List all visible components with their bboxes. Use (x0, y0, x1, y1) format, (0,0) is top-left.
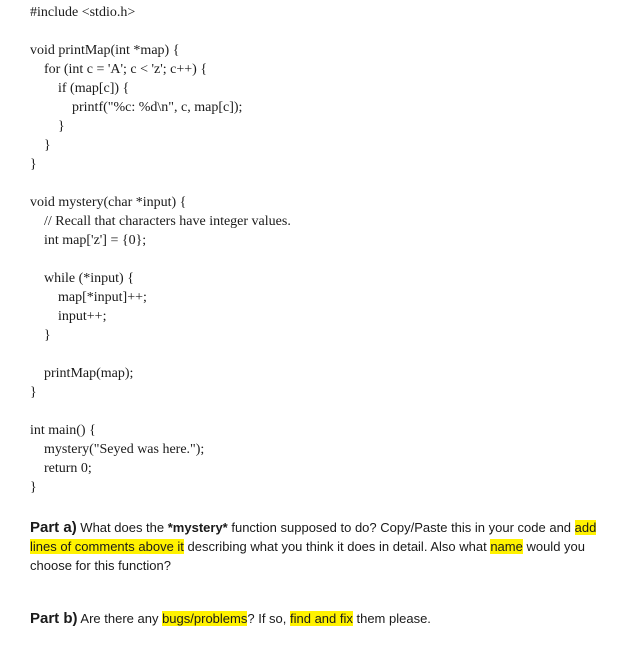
code-line: } (30, 385, 37, 400)
part-b-text: ? If so, (247, 611, 290, 626)
code-line: printMap(map); (44, 366, 134, 381)
code-line: } (30, 480, 37, 495)
part-a-question (30, 518, 610, 575)
code-line: while (*input) { (44, 271, 134, 286)
code-line: int main() { (30, 423, 96, 438)
code-line: printf("%c: %d\n", c, map[c]); (72, 100, 243, 115)
code-line: } (44, 138, 51, 153)
code-line: // Recall that characters have integer values. (44, 214, 291, 229)
code-line: void printMap(int *map) { (30, 43, 180, 58)
part-a-label: Part a) (30, 519, 77, 536)
code-line: void mystery(char *input) { (30, 195, 187, 210)
part-b-text: Are there any (77, 611, 163, 626)
part-a-highlight: add lines of comments above it (30, 520, 597, 554)
part-b-question (30, 609, 610, 628)
code-line: for (int c = 'A'; c < 'z'; c++) { (44, 62, 208, 77)
part-b-highlight: find and fix (290, 611, 353, 626)
part-a-text: describing what you think it does in detail. Also what (183, 539, 491, 554)
code-line: mystery("Seyed was here."); (44, 442, 205, 457)
part-b-text: them please. (352, 611, 431, 626)
part-a-text: would you choose for this function? (30, 539, 585, 573)
part-a-emphasis: *mystery* (167, 520, 228, 535)
code-line: map[*input]++; (58, 290, 147, 305)
code-line: } (30, 157, 37, 172)
code-line: #include <stdio.h> (30, 5, 136, 20)
code-line: } (58, 119, 65, 134)
code-line: return 0; (44, 461, 92, 476)
part-a-highlight: name (490, 539, 523, 554)
code-line: if (map[c]) { (58, 81, 130, 96)
part-b-highlight: bugs/problems (162, 611, 248, 626)
code-line: input++; (58, 309, 107, 324)
code-line: } (44, 328, 51, 343)
part-a-text: What does the (76, 520, 168, 535)
code-line: int map['z'] = {0}; (44, 233, 147, 248)
part-b-label: Part b) (30, 610, 78, 627)
part-a-text: function supposed to do? Copy/Paste this in your code and (227, 520, 575, 535)
